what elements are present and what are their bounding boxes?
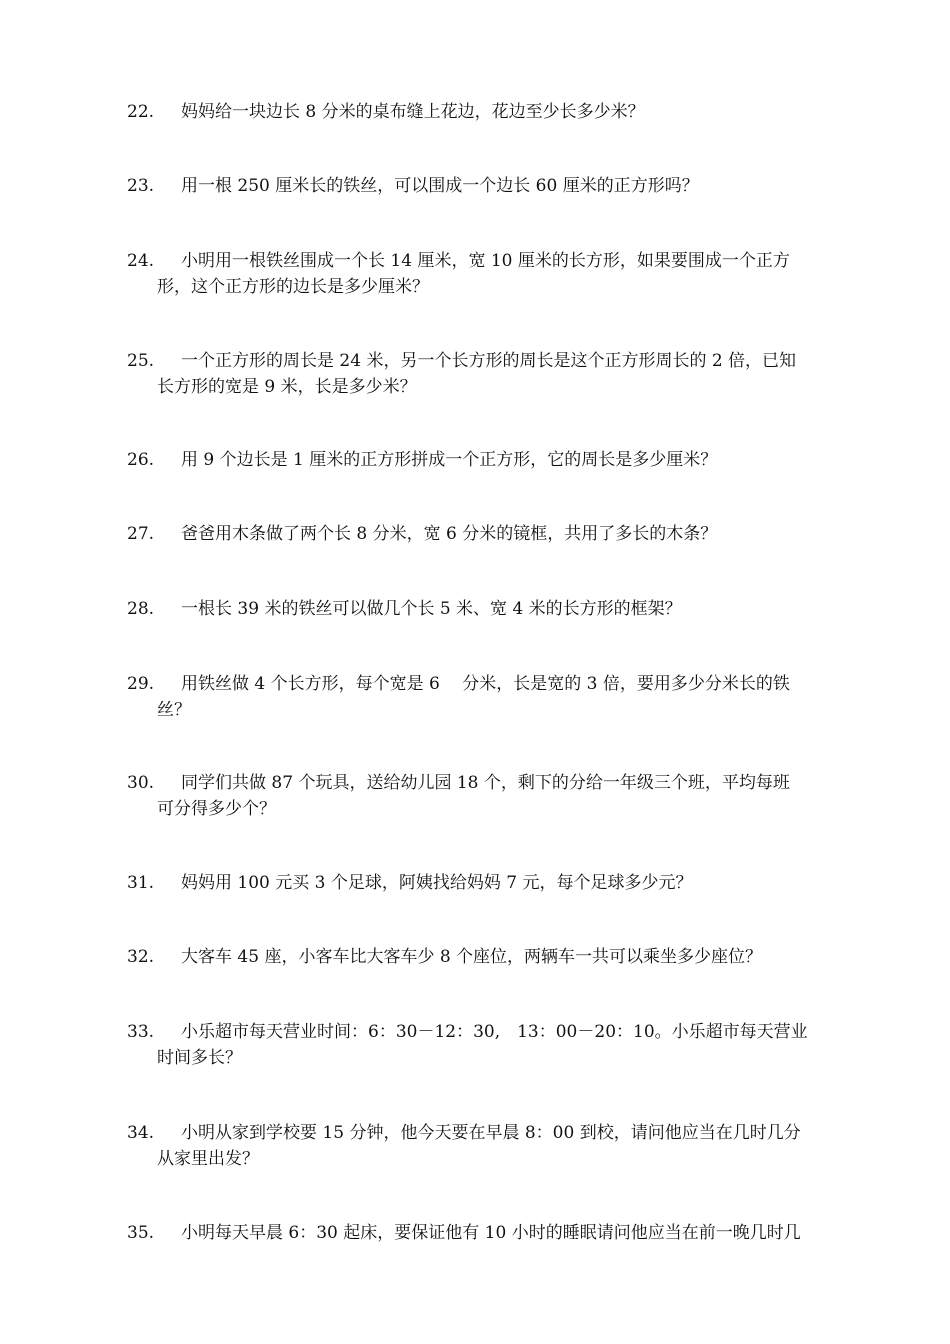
problem-25 [127,348,862,400]
problem-32 [127,944,862,970]
problem-number: 24. [127,251,155,271]
problem-number: 33. [127,1022,155,1042]
problem-text: 用一根 250 厘米长的铁丝，可以围成一个边长 60 厘米的正方形吗？ [181,176,699,196]
problem-number: 25. [127,351,155,371]
problem-text: 用铁丝做 4 个长方形，每个宽是 6 分米，长是宽的 3 倍，要用多少分米长的铁 [181,674,790,694]
problem-33 [127,1019,862,1071]
problem-number: 35. [127,1223,155,1243]
problem-text-continued: 丝？ [157,700,191,720]
problem-text-continued: 时间多长？ [157,1048,242,1068]
problem-23 [127,173,862,199]
problem-text: 妈妈用 100 元买 3 个足球，阿姨找给妈妈 7 元，每个足球多少元？ [181,873,693,893]
problem-number: 22. [127,102,155,122]
problem-number: 34. [127,1123,155,1143]
problem-35 [127,1220,862,1246]
problem-number: 23. [127,176,155,196]
problem-text-continued: 从家里出发？ [157,1149,259,1169]
problem-text: 同学们共做 87 个玩具，送给幼儿园 18 个，剩下的分给一年级三个班，平均每班 [181,773,790,793]
problem-text: 用 9 个边长是 1 厘米的正方形拼成一个正方形，它的周长是多少厘米？ [181,450,718,470]
problem-text-continued: 可分得多少个？ [157,799,276,819]
problem-text: 小乐超市每天营业时间：6：30－12：30, 13：00－20：10。小乐超市每天营业 [181,1022,808,1042]
problem-text: 小明从家到学校要 15 分钟，他今天要在早晨 8：00 到校，请问他应当在几时几分 [181,1123,801,1143]
problem-number: 30. [127,773,155,793]
problem-number: 28. [127,599,155,619]
problem-24 [127,248,862,300]
problem-text: 妈妈给一块边长 8 分米的桌布缝上花边，花边至少长多少米？ [181,102,645,122]
problem-31 [127,870,862,896]
problem-27 [127,521,862,547]
problem-22 [127,99,862,125]
problem-text: 小明每天早晨 6：30 起床，要保证他有 10 小时的睡眠请问他应当在前一晚几时几 [181,1223,801,1243]
problem-number: 27. [127,524,155,544]
problem-text-continued: 形，这个正方形的边长是多少厘米？ [157,277,429,297]
problem-29 [127,671,862,723]
problem-number: 32. [127,947,155,967]
problem-number: 26. [127,450,155,470]
problem-26 [127,447,862,473]
problem-text: 一个正方形的周长是 24 米，另一个长方形的周长是这个正方形周长的 2 倍，已知 [181,351,797,371]
problem-34 [127,1120,862,1172]
problem-28 [127,596,862,622]
problem-number: 29. [127,674,155,694]
problem-text: 爸爸用木条做了两个长 8 分米，宽 6 分米的镜框，共用了多长的木条？ [181,524,718,544]
problem-text: 大客车 45 座，小客车比大客车少 8 个座位，两辆车一共可以乘坐多少座位？ [181,947,763,967]
problem-30 [127,770,862,822]
problem-number: 31. [127,873,155,893]
problem-text-continued: 长方形的宽是 9 米，长是多少米？ [157,377,417,397]
problem-text: 一根长 39 米的铁丝可以做几个长 5 米、宽 4 米的长方形的框架？ [181,599,682,619]
problem-text: 小明用一根铁丝围成一个长 14 厘米，宽 10 厘米的长方形，如果要围成一个正方 [181,251,790,271]
